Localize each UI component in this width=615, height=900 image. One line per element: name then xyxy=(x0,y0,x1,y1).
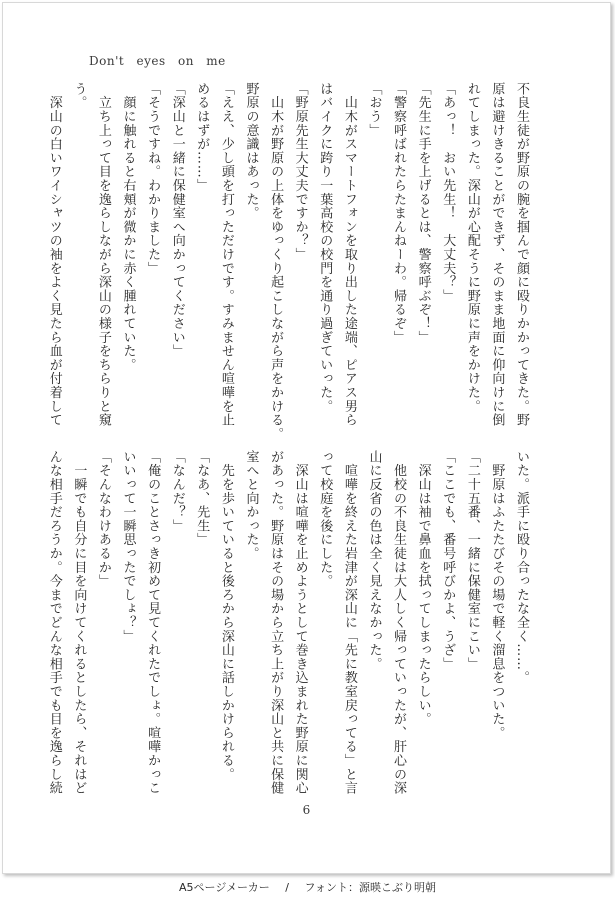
text-line: があった。野原はその場から立ち上がり深山と共に保健 xyxy=(268,450,284,795)
lower-text-block xyxy=(46,450,533,802)
text-line: 「そんなわけあるか」 xyxy=(95,450,111,588)
footer-maker-label: A5ページメーカー xyxy=(179,881,270,894)
text-line: 「二十五番、一緒に保健室にこい」 xyxy=(464,450,480,671)
text-line: れてしまった。深山が心配そうに野原に声をかけた。 xyxy=(464,82,480,414)
text-line: 不良生徒が野原の腕を掴んで顔に殴りかかってきた。野 xyxy=(514,82,529,427)
text-line: 山木がスマートフォンを取り出した途端、ピアス男ら xyxy=(341,82,357,427)
text-line: 「ええ、少し頭を打っただけです。すみません喧嘩を止 xyxy=(218,82,234,427)
text-line: 「俺のことさっき初めて見てくれたでしょ。喧嘩かっこ xyxy=(145,450,161,795)
text-line: 「先生に手を上げるとは、警察呼ぶぞ！」 xyxy=(415,82,431,345)
text-line: 室へと向かった。 xyxy=(243,450,259,561)
page-number: 6 xyxy=(302,803,311,817)
book-page xyxy=(2,2,611,874)
text-line: 他校の不良生徒は大人しく帰っていったが、肝心の深 xyxy=(391,450,407,795)
text-line: 「深山と一緒に保健室へ向かってください」 xyxy=(169,82,185,358)
text-line: 立ち上って目を逸らしながら深山の様子をちらりと窺 xyxy=(95,82,111,427)
text-line: 山木が野原の上体をゆっくり起こしながら声をかける。 xyxy=(268,82,284,441)
text-line: 野原の意識はあった。 xyxy=(243,82,259,220)
text-line: 深山は袖で鼻血を拭ってしまったらしい。 xyxy=(415,450,431,726)
running-title: Don't eyes on me xyxy=(89,54,226,68)
footer-separator: / xyxy=(285,881,290,894)
text-line: 原は避けきることができず、そのまま地面に仰向けに倒 xyxy=(489,82,505,427)
text-line: 「ここでも、番号呼びかよ、うざ」 xyxy=(440,450,456,671)
text-line: 深山の白いワイシャツの袖をよく見たら血が付着して xyxy=(46,82,62,427)
text-line: 「なんだ？」 xyxy=(169,450,185,533)
text-line: めるはずが……」 xyxy=(194,82,210,193)
text-line: 「警察呼ばれたらたまんねーわ。帰るぞ」 xyxy=(391,82,407,345)
footer-credit xyxy=(0,879,615,895)
text-line: 野原はふたたびその場で軽く溜息をついた。 xyxy=(489,450,505,740)
text-line: 山に反省の色は全く見えなかった。 xyxy=(366,450,382,671)
text-line: 深山は喧嘩を止めようとして巻き込まれた野原に関心 xyxy=(292,450,308,795)
text-line: んな相手だろうか。今までどんな相手でも目を逸らし続 xyxy=(46,450,62,795)
text-line: 顔に触れると右頬が微かに赤く腫れていた。 xyxy=(120,82,136,372)
upper-text-block xyxy=(46,82,533,441)
text-line: 「あっ！ おい先生！ 大丈夫？」 xyxy=(440,82,456,303)
text-line: って校庭を後にした。 xyxy=(317,450,333,588)
footer-font-label: フォント：源暎こぶり明朝 xyxy=(304,881,436,894)
text-line: 喧嘩を終えた岩津が深山に「先に教室戻ってる」と言 xyxy=(341,450,357,795)
text-line: 「なあ、先生」 xyxy=(194,450,210,547)
text-line: 一瞬でも自分に目を向けてくれるとしたら、それはど xyxy=(71,450,87,795)
text-line: 先を歩いていると後ろから深山に話しかけられる。 xyxy=(218,450,234,782)
text-line: はバイクに跨り一葉高校の校門を通り過ぎていった。 xyxy=(317,82,333,414)
text-line: 「おう」 xyxy=(366,82,382,138)
text-line: 「そうですね。わかりました」 xyxy=(145,82,161,276)
text-line: う。 xyxy=(71,82,87,110)
text-line: いいって一瞬思ったでしょ？」 xyxy=(120,450,136,644)
text-line: いた。派手に殴り合ったな全く……。 xyxy=(514,450,529,685)
text-line: 「野原先生大丈夫ですか？」 xyxy=(292,82,308,262)
